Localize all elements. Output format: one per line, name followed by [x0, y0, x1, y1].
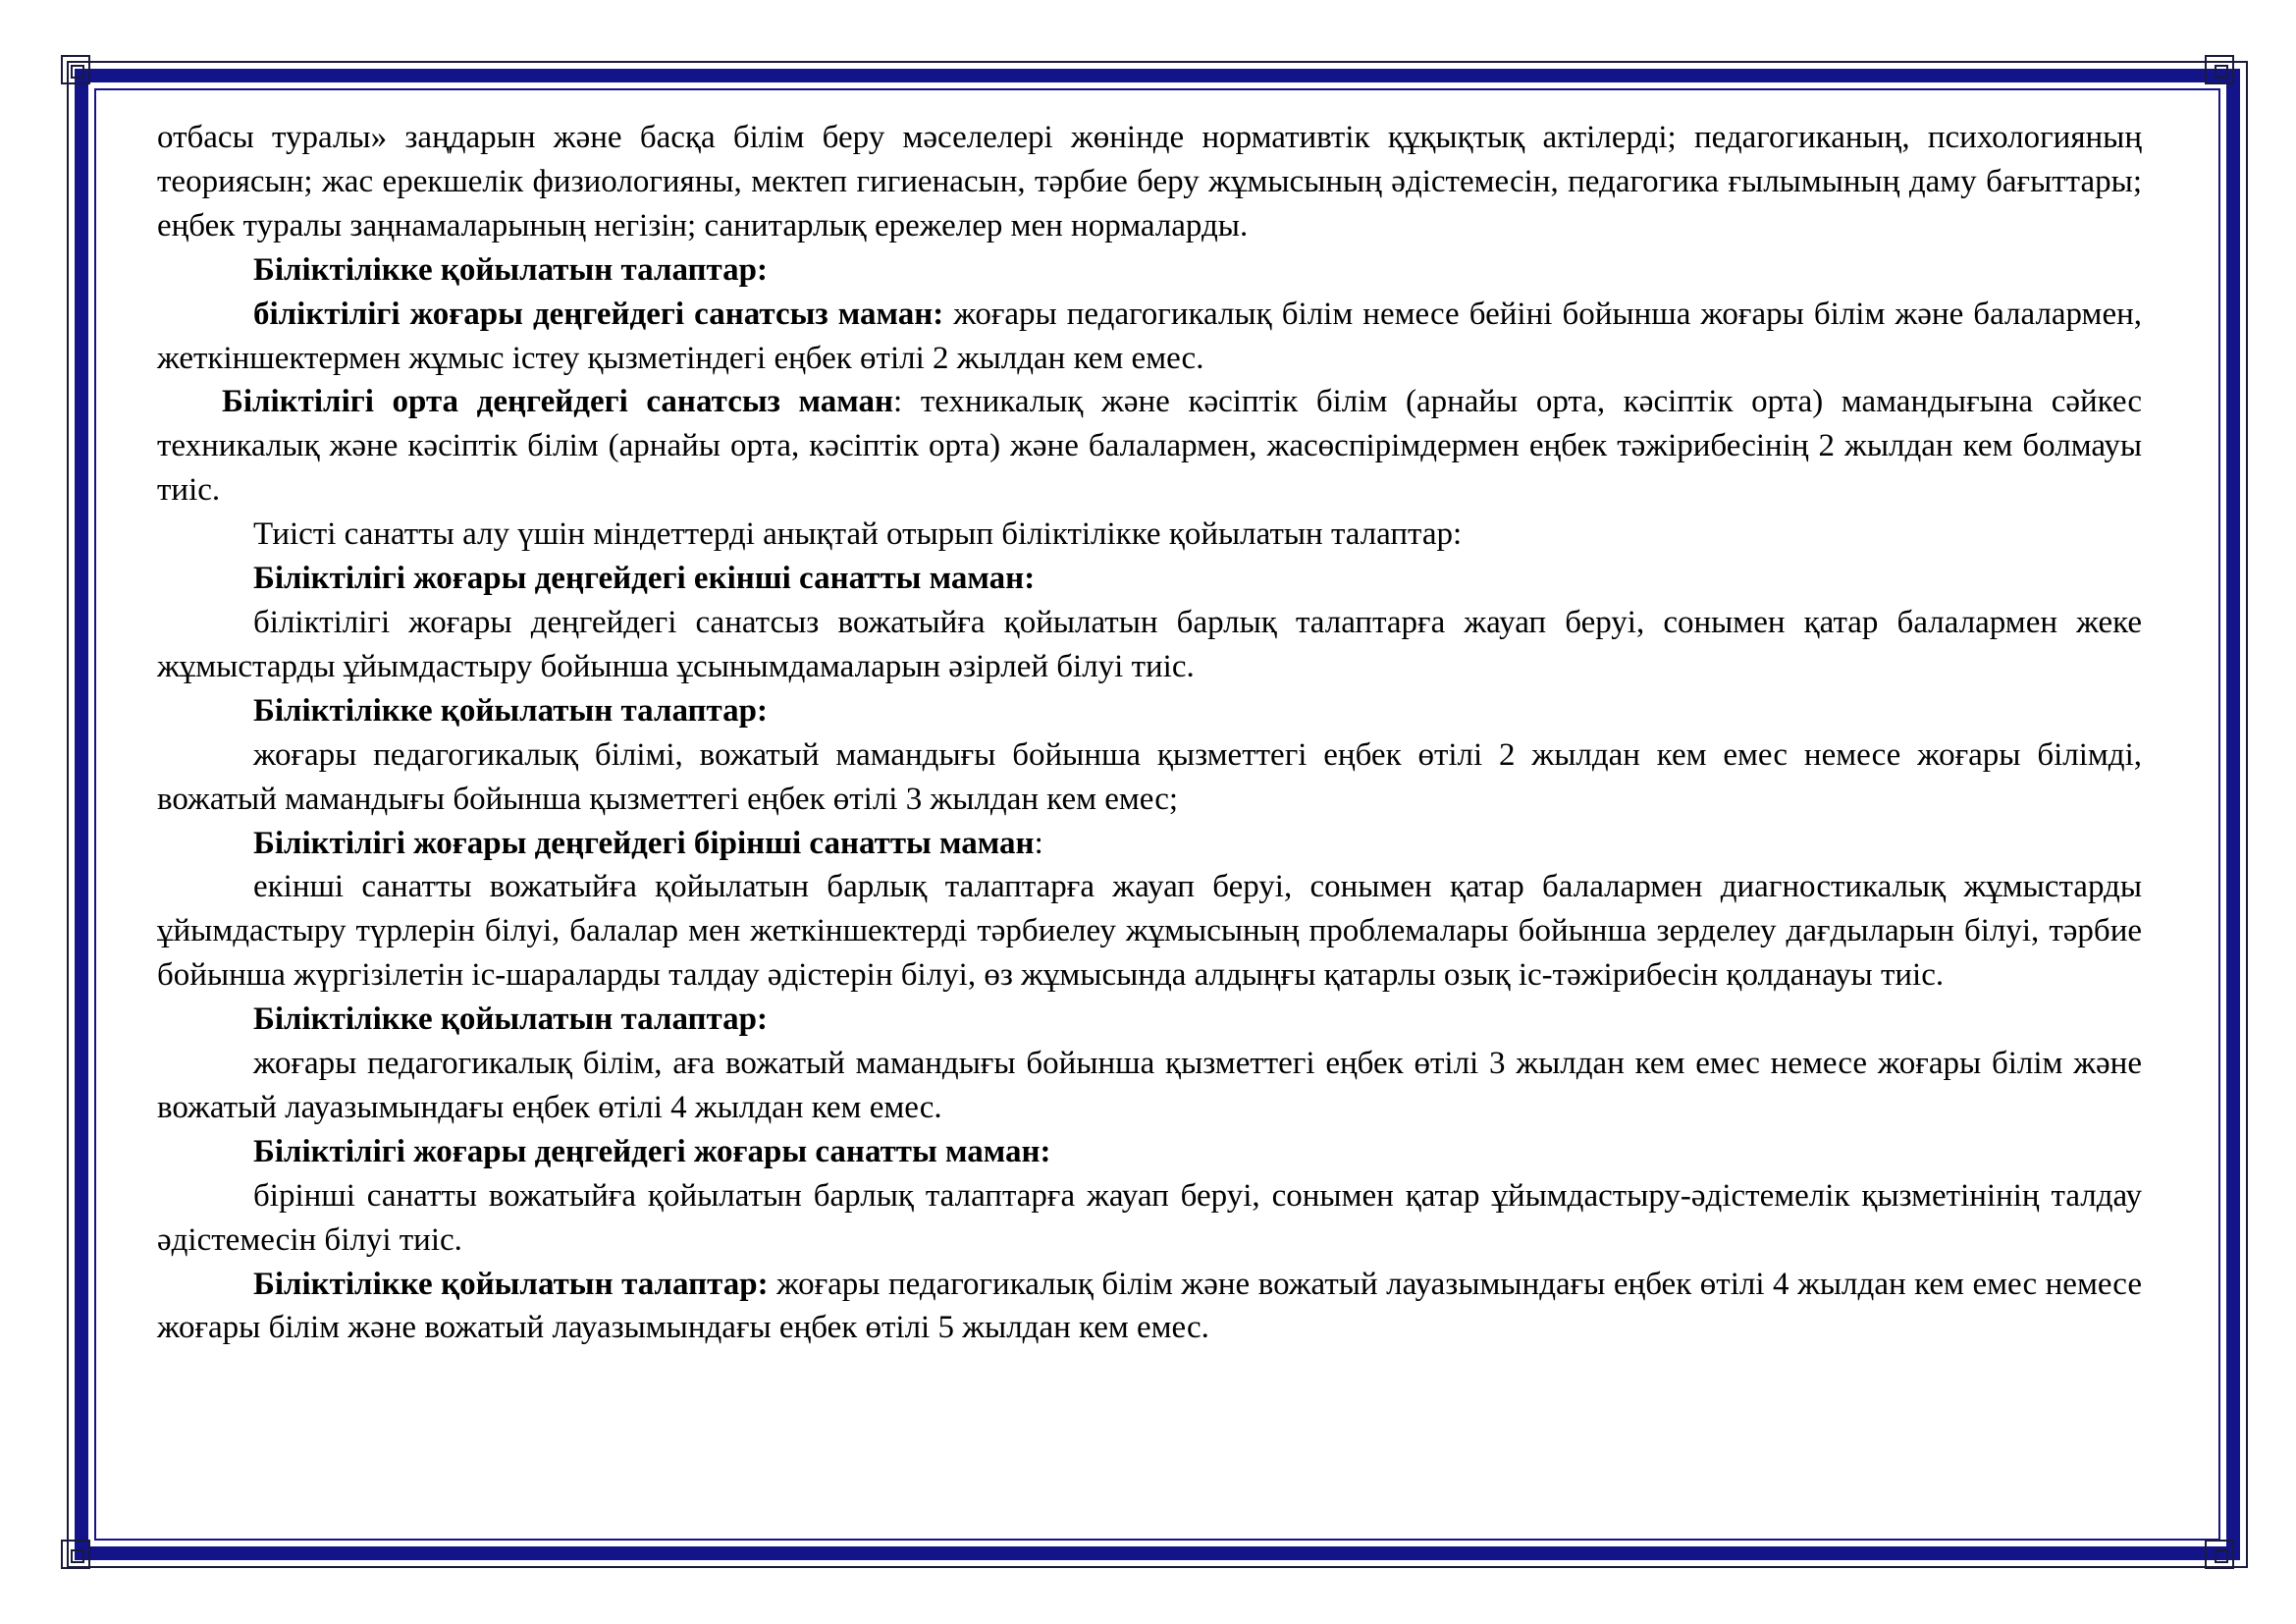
bold-heading: Біліктілікке қойылатын талаптар:	[253, 692, 768, 729]
paragraph	[157, 557, 2142, 601]
paragraph	[157, 380, 2142, 513]
paragraph: жоғары педагогикалық білім, аға вожатый мамандығы бойынша қызметтегі еңбек өтілі 3 жылдан кем емес немесе жоғары білім және вожатый лауазымындағы еңбек өтілі 4 жылдан кем емес.	[157, 1046, 2142, 1125]
paragraph: бірінші санатты вожатыйға қойылатын барлық талаптарға жауап беруі, сонымен қатар ұйымдастыру-әдістемелік қызметінінің талдау әдістемесін білуі тиіс.	[157, 1177, 2142, 1258]
bold-heading: Біліктілігі жоғары деңгейдегі екінші санатты маман:	[253, 561, 1036, 597]
paragraph: отбасы туралы» заңдарын және басқа білім беру мәселелері жөнінде нормативтік құқықтық актілерді; педагогиканың, психологияның теориясын; жас ерекшелік физиологияны, мектеп гигиенасын, тәрбие беру жұмысының әдістемесін, педагогика ғылымының даму бағыттары; еңбек туралы заңнамаларының негізін; санитарлық ережелер мен нормаларды.	[157, 120, 2142, 244]
bold-heading: Біліктілігі орта деңгейдегі санатсыз маман	[222, 384, 894, 420]
document-body	[157, 116, 2142, 1350]
paragraph	[157, 998, 2142, 1042]
paragraph	[157, 1263, 2142, 1351]
bold-heading: Біліктілікке қойылатын талаптар:	[253, 1001, 768, 1038]
bold-heading: Біліктілікке қойылатын талаптар:	[253, 1266, 769, 1302]
frame-corner-ornament	[61, 1540, 90, 1569]
bold-heading: Біліктілікке қойылатын талаптар:	[253, 251, 768, 288]
frame-corner-ornament	[2205, 1540, 2234, 1569]
paragraph: біліктілігі жоғары деңгейдегі санатсыз вожатыйға қойылатын барлық талаптарға жауап беруі, сонымен қатар балалармен жеке жұмыстарды ұйымдастыру бойынша ұсынымдамаларын әзірлей білуі тиіс.	[157, 604, 2142, 684]
bold-heading: біліктілігі жоғары деңгейдегі санатсыз маман:	[253, 296, 944, 332]
paragraph-text: жоғары педагогикалық білім немесе бейіні бойынша жоғары білім және балалармен, жеткіншектермен жұмыс істеу қызметіндегі еңбек өтілі 2 жылдан кем емес.	[157, 296, 2142, 376]
bold-heading: Біліктілігі жоғары деңгейдегі жоғары санатты маман:	[253, 1133, 1051, 1169]
paragraph	[157, 248, 2142, 293]
paragraph	[157, 689, 2142, 733]
paragraph-text: : техникалық және кәсіптік білім (арнайы орта, кәсіптік орта) мамандығына сәйкес техникалық және кәсіптік білім (арнайы орта, кәсіптік орта) және балалармен, жасөспірімдермен еңбек тәжірибесінің 2 жылдан кем болмауы тиіс.	[157, 384, 2142, 509]
bold-heading: Біліктілігі жоғары деңгейдегі бірінші санатты маман	[253, 825, 1035, 861]
paragraph: екінші санатты вожатыйға қойылатын барлық талаптарға жауап беруі, сонымен қатар балалармен диагностикалық жұмыстарды ұйымдастыру түрлерін білуі, балалар мен жеткіншектерді тәрбиелеу жұмысының проблемалары бойынша зерделеу дағдыларын білуі, тәрбие бойынша жүргізілетін іс-шараларды талдау әдістерін білуі, өз жұмысында алдыңғы қатарлы озық іс-тәжірибесін қолданауы тиіс.	[157, 869, 2142, 994]
frame-corner-ornament	[2205, 55, 2234, 84]
paragraph: жоғары педагогикалық білімі, вожатый мамандығы бойынша қызметтегі еңбек өтілі 2 жылдан кем емес немесе жоғары білімді, вожатый мамандығы бойынша қызметтегі еңбек өтілі 3 жылдан кем емес;	[157, 736, 2142, 817]
paragraph	[157, 822, 2142, 866]
paragraph	[157, 1130, 2142, 1174]
paragraph-text: :	[1034, 825, 1043, 861]
paragraph: Тиісті санатты алу үшін міндеттерді анықтай отырып біліктілікке қойылатын талаптар:	[253, 516, 1463, 553]
paragraph-text: жоғары педагогикалық білім және вожатый лауазымындағы еңбек өтілі 4 жылдан кем емес немесе жоғары білім және вожатый лауазымындағы еңбек өтілі 5 жылдан кем емес.	[157, 1266, 2142, 1346]
paragraph	[157, 293, 2142, 381]
frame-corner-ornament	[61, 55, 90, 84]
